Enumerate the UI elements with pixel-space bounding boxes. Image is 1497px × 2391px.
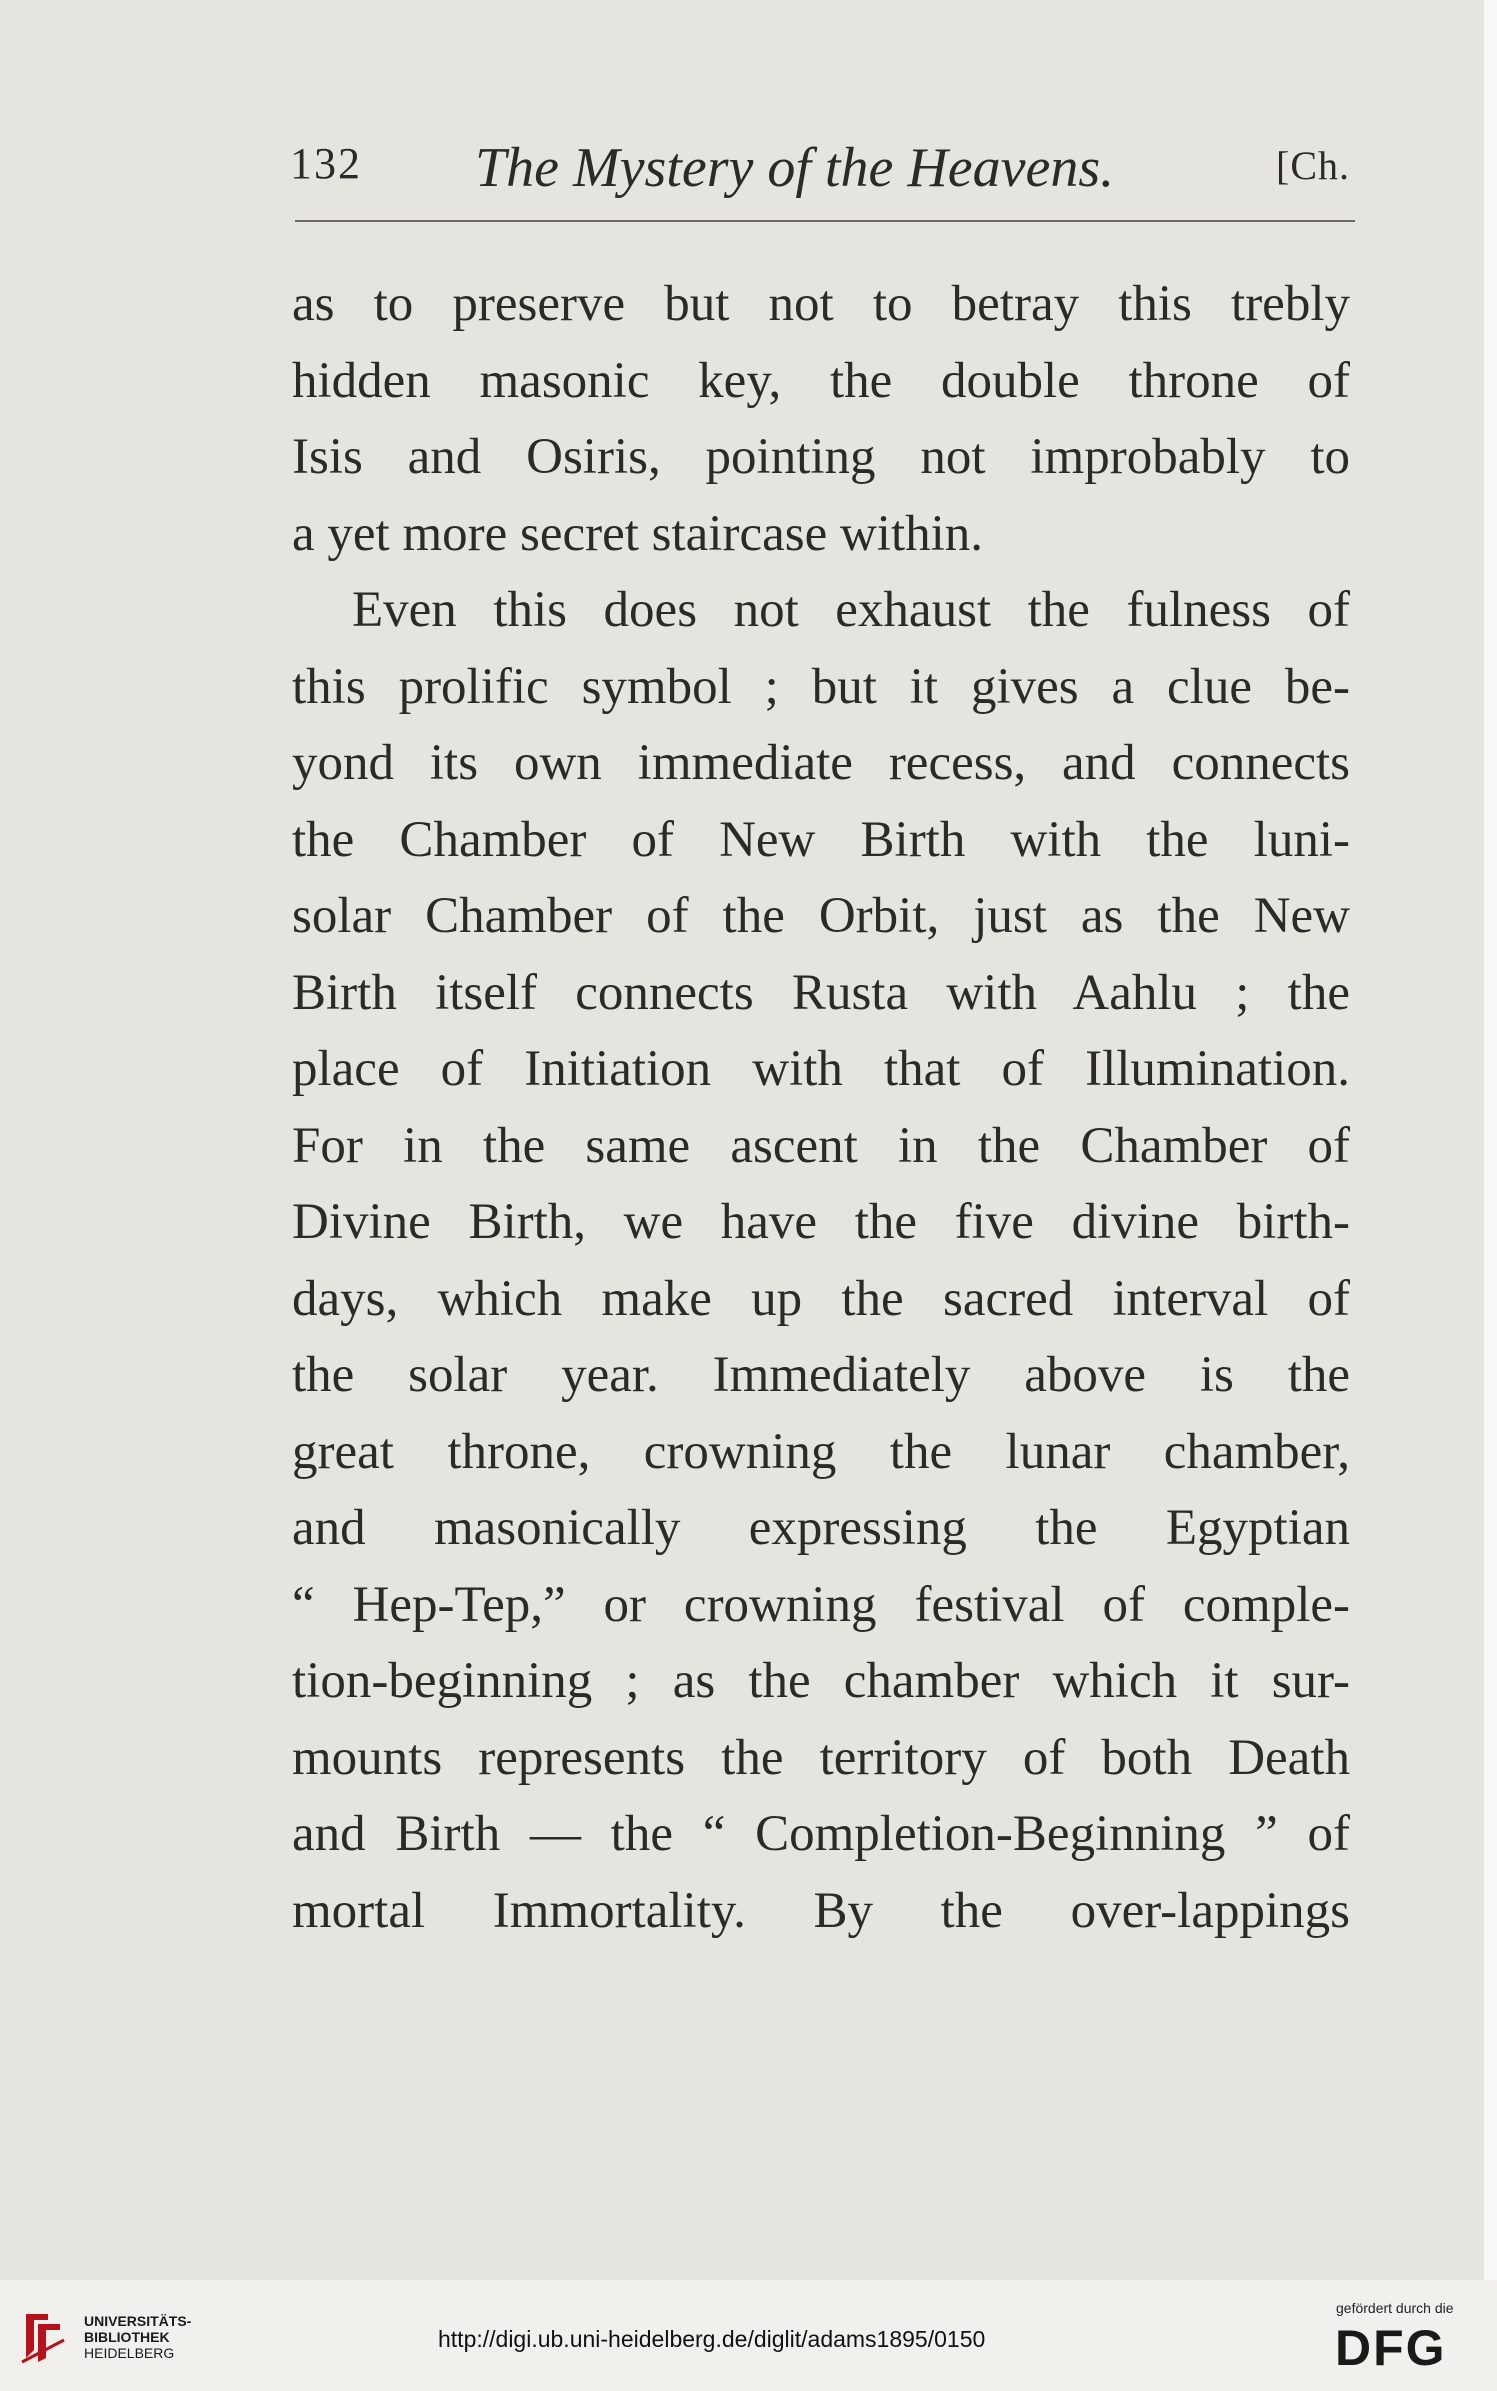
body-text bbox=[292, 266, 1350, 1949]
library-name-line: HEIDELBERG bbox=[84, 2345, 175, 2361]
running-title: The Mystery of the Heavens. bbox=[475, 137, 1115, 199]
funded-by-label: gefördert durch die bbox=[1336, 2300, 1454, 2316]
text-line: the solar year. Immediately above is the bbox=[292, 1347, 1350, 1403]
text-line: place of Initiation with that of Illumination. bbox=[292, 1041, 1350, 1097]
library-name-line: BIBLIOTHEK bbox=[84, 2329, 170, 2345]
digitization-url-link[interactable]: http://digi.ub.uni-heidelberg.de/diglit/adams1895/0150 bbox=[438, 2326, 986, 2352]
text-line: mortal Immortality. By the over-lappings bbox=[292, 1882, 1350, 1939]
digitization-footer bbox=[0, 2280, 1497, 2391]
text-line: hidden masonic key, the double throne of bbox=[292, 352, 1350, 409]
page-number: 132 bbox=[290, 139, 362, 188]
text-line: Isis and Osiris, pointing not improbably to bbox=[292, 429, 1350, 485]
text-line: the Chamber of New Birth with the luni- bbox=[292, 811, 1350, 868]
text-line: this prolific symbol ; but it gives a clue be- bbox=[292, 658, 1350, 715]
text-line: tion-beginning ; as the chamber which it sur- bbox=[292, 1653, 1350, 1709]
library-name-line: UNIVERSITÄTS- bbox=[84, 2313, 192, 2329]
text-line: a yet more secret staircase within. bbox=[292, 505, 984, 562]
page-edge bbox=[1484, 0, 1497, 2280]
library-logo-icon bbox=[18, 2310, 68, 2365]
text-line: mounts represents the territory of both Death bbox=[292, 1729, 1350, 1786]
text-line: days, which make up the sacred interval of bbox=[292, 1270, 1350, 1327]
running-header bbox=[290, 138, 1350, 208]
chapter-reference: [Ch. bbox=[1276, 143, 1350, 188]
text-line: Even this does not exhaust the fulness of bbox=[352, 582, 1350, 638]
text-line: and masonically expressing the Egyptian bbox=[292, 1500, 1350, 1556]
text-line: solar Chamber of the Orbit, just as the New bbox=[292, 888, 1350, 944]
text-line: “ Hep-Tep,” or crowning festival of comple- bbox=[292, 1576, 1350, 1633]
library-name bbox=[84, 2313, 191, 2361]
text-line: as to preserve but not to betray this trebly bbox=[292, 276, 1350, 332]
dfg-logo: DFG bbox=[1335, 2320, 1447, 2376]
text-line: and Birth — the “ Completion-Beginning ” of bbox=[292, 1806, 1350, 1862]
text-line: great throne, crowning the lunar chamber, bbox=[292, 1423, 1350, 1480]
text-line: For in the same ascent in the Chamber of bbox=[292, 1117, 1350, 1174]
text-line: yond its own immediate recess, and connects bbox=[292, 735, 1350, 791]
header-rule bbox=[295, 220, 1355, 222]
text-line: Birth itself connects Rusta with Aahlu ; the bbox=[292, 964, 1350, 1021]
text-line: Divine Birth, we have the five divine birth- bbox=[292, 1194, 1350, 1250]
